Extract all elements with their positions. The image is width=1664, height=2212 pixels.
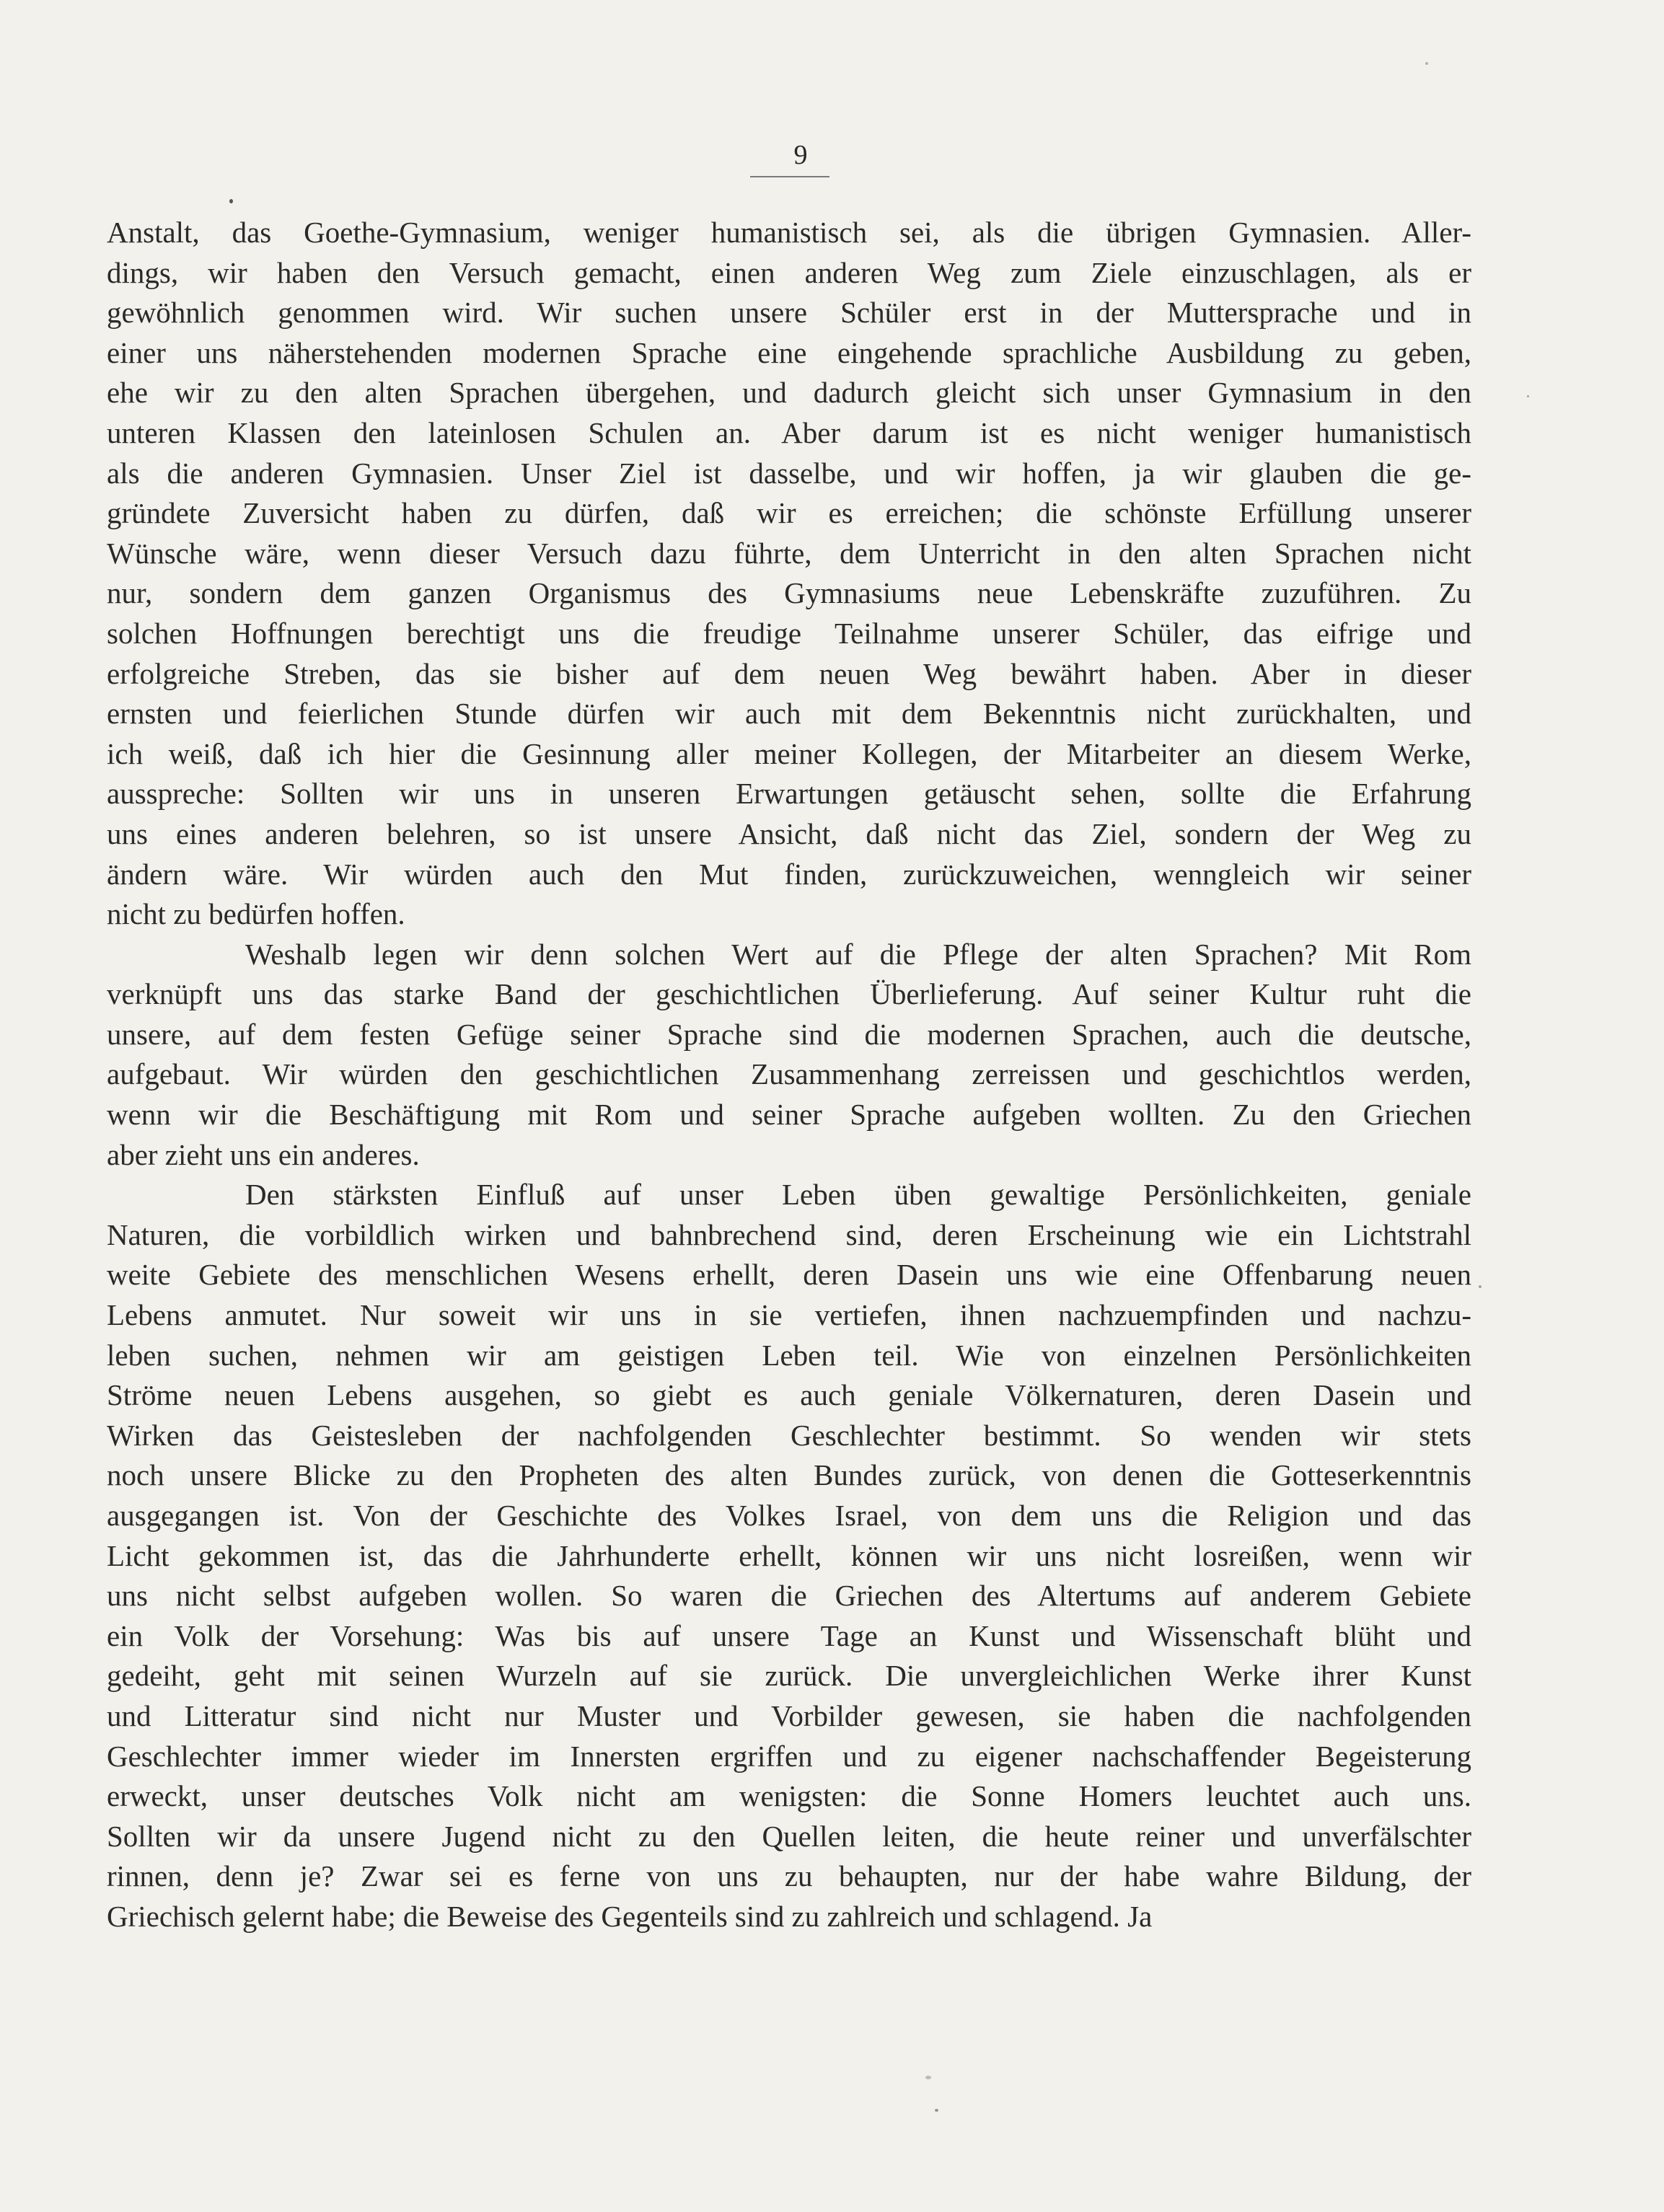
text-line: Wünsche wäre, wenn dieser Versuch dazu führte, dem Unterricht in den alten Sprachen nicht — [107, 536, 1471, 570]
text-line: Lebens anmutet. Nur soweit wir uns in sie vertiefen, ihnen nachzuempfinden und nachzu- — [107, 1298, 1471, 1332]
text-line: aber zieht uns ein anderes. — [107, 1137, 420, 1171]
text-line: gedeiht, geht mit seinen Wurzeln auf sie zurück. Die unvergleichlichen Werke ihrer Kunst — [107, 1659, 1471, 1693]
text-line: Wirken das Geistesleben der nachfolgenden Geschlechter bestimmt. So wenden wir stets — [107, 1418, 1471, 1452]
text-line: gründete Zuversicht haben zu dürfen, daß wir es erreichen; die schönste Erfüllung unserer — [107, 496, 1471, 530]
text-line: noch unsere Blicke zu den Propheten des alten Bundes zurück, von denen die Gotteserkenntnis — [107, 1458, 1471, 1492]
text-line: ändern wäre. Wir würden auch den Mut finden, zurückzuweichen, wenngleich wir seiner — [107, 857, 1471, 891]
text-line: verknüpft uns das starke Band der geschichtlichen Überlieferung. Auf seiner Kultur ruht die — [107, 977, 1471, 1011]
text-line: Weshalb legen wir denn solchen Wert auf die Pflege der alten Sprachen? Mit Rom — [245, 937, 1471, 971]
text-line: ausspreche: Sollten wir uns in unseren Erwartungen getäuscht sehen, sollte die Erfahrung — [107, 777, 1471, 811]
text-line: Sollten wir da unsere Jugend nicht zu den Quellen leiten, die heute reiner und unverfälschter — [107, 1819, 1471, 1853]
text-line: nur, sondern dem ganzen Organismus des Gymnasiums neue Lebenskräfte zuzuführen. Zu — [107, 576, 1471, 610]
text-line: dings, wir haben den Versuch gemacht, einen anderen Weg zum Ziele einzuschlagen, als er — [107, 255, 1471, 289]
text-line: aufgebaut. Wir würden den geschichtlichen Zusammenhang zerreissen und geschichtlos werden, — [107, 1057, 1471, 1091]
scan-speck — [935, 2109, 938, 2112]
text-line: ausgegangen ist. Von der Geschichte des Volkes Israel, von dem uns die Religion und das — [107, 1499, 1471, 1532]
text-line: Naturen, die vorbildlich wirken und bahnbrechend sind, deren Erscheinung wie ein Lichtstrahl — [107, 1217, 1471, 1251]
text-line: ernsten und feierlichen Stunde dürfen wir auch mit dem Bekenntnis nicht zurückhalten, und — [107, 697, 1471, 731]
text-line: leben suchen, nehmen wir am geistigen Leben teil. Wie von einzelnen Persönlichkeiten — [107, 1338, 1471, 1372]
text-line: Anstalt, das Goethe-Gymnasium, weniger humanistisch sei, als die übrigen Gymnasien. Aller- — [107, 216, 1471, 249]
scan-speck — [229, 199, 233, 203]
text-line: wenn wir die Beschäftigung mit Rom und seiner Sprache aufgeben wollten. Zu den Griechen — [107, 1098, 1471, 1132]
text-line: erweckt, unser deutsches Volk nicht am wenigsten: die Sonne Homers leuchtet auch uns. — [107, 1779, 1471, 1813]
text-line: einer uns näherstehenden modernen Sprache eine eingehende sprachliche Ausbildung zu geben, — [107, 335, 1471, 369]
text-line: und Litteratur sind nicht nur Muster und Vorbilder gewesen, sie haben die nachfolgenden — [107, 1698, 1471, 1732]
text-line: ehe wir zu den alten Sprachen übergehen, und dadurch gleicht sich unser Gymnasium in den — [107, 376, 1471, 410]
text-line: rinnen, denn je? Zwar sei es ferne von uns zu behaupten, nur der habe wahre Bildung, der — [107, 1859, 1471, 1893]
text-line: uns nicht selbst aufgeben wollen. So waren die Griechen des Altertums auf anderem Gebiete — [107, 1579, 1471, 1613]
text-line: solchen Hoffnungen berechtigt uns die freudige Teilnahme unserer Schüler, das eifrige und — [107, 616, 1471, 650]
text-line: als die anderen Gymnasien. Unser Ziel ist dasselbe, und wir hoffen, ja wir glauben die ge- — [107, 456, 1471, 490]
text-line: gewöhnlich genommen wird. Wir suchen unsere Schüler erst in der Muttersprache und in — [107, 296, 1471, 330]
text-line: ich weiß, daß ich hier die Gesinnung aller meiner Kollegen, der Mitarbeiter an diesem Werke, — [107, 736, 1471, 770]
scan-speck — [1527, 395, 1529, 397]
text-line: unsere, auf dem festen Gefüge seiner Sprache sind die modernen Sprachen, auch die deutsche, — [107, 1017, 1471, 1051]
page-number-rule — [750, 176, 829, 177]
body-text — [107, 213, 1471, 1937]
text-line: Griechisch gelernt habe; die Beweise des Gegenteils sind zu zahlreich und schlagend. Ja — [107, 1899, 1153, 1933]
text-line: Den stärksten Einfluß auf unser Leben üben gewaltige Persönlichkeiten, geniale — [245, 1178, 1471, 1212]
scan-speck — [1479, 1285, 1482, 1288]
text-line: weite Gebiete des menschlichen Wesens erhellt, deren Dasein uns wie eine Offenbarung neuen — [107, 1258, 1471, 1292]
scan-speck — [1425, 62, 1428, 65]
text-line: erfolgreiche Streben, das sie bisher auf dem neuen Weg bewährt haben. Aber in dieser — [107, 656, 1471, 690]
text-line: uns eines anderen belehren, so ist unsere Ansicht, daß nicht das Ziel, sondern der Weg zu — [107, 816, 1471, 850]
text-line: Ströme neuen Lebens ausgehen, so giebt es auch geniale Völkernaturen, deren Dasein und — [107, 1378, 1471, 1412]
page-number: 9 — [793, 140, 808, 170]
text-line: ein Volk der Vorsehung: Was bis auf unsere Tage an Kunst und Wissenschaft blüht und — [107, 1618, 1471, 1652]
text-line: Licht gekommen ist, das die Jahrhunderte erhellt, können wir uns nicht losreißen, wenn wir — [107, 1538, 1471, 1572]
scan-speck — [925, 2076, 931, 2079]
text-line: unteren Klassen den lateinlosen Schulen an. Aber darum ist es nicht weniger humanistisch — [107, 415, 1471, 449]
text-line: Geschlechter immer wieder im Innersten ergriffen und zu eigener nachschaffender Begeisterung — [107, 1739, 1471, 1773]
text-line: nicht zu bedürfen hoffen. — [107, 897, 405, 931]
